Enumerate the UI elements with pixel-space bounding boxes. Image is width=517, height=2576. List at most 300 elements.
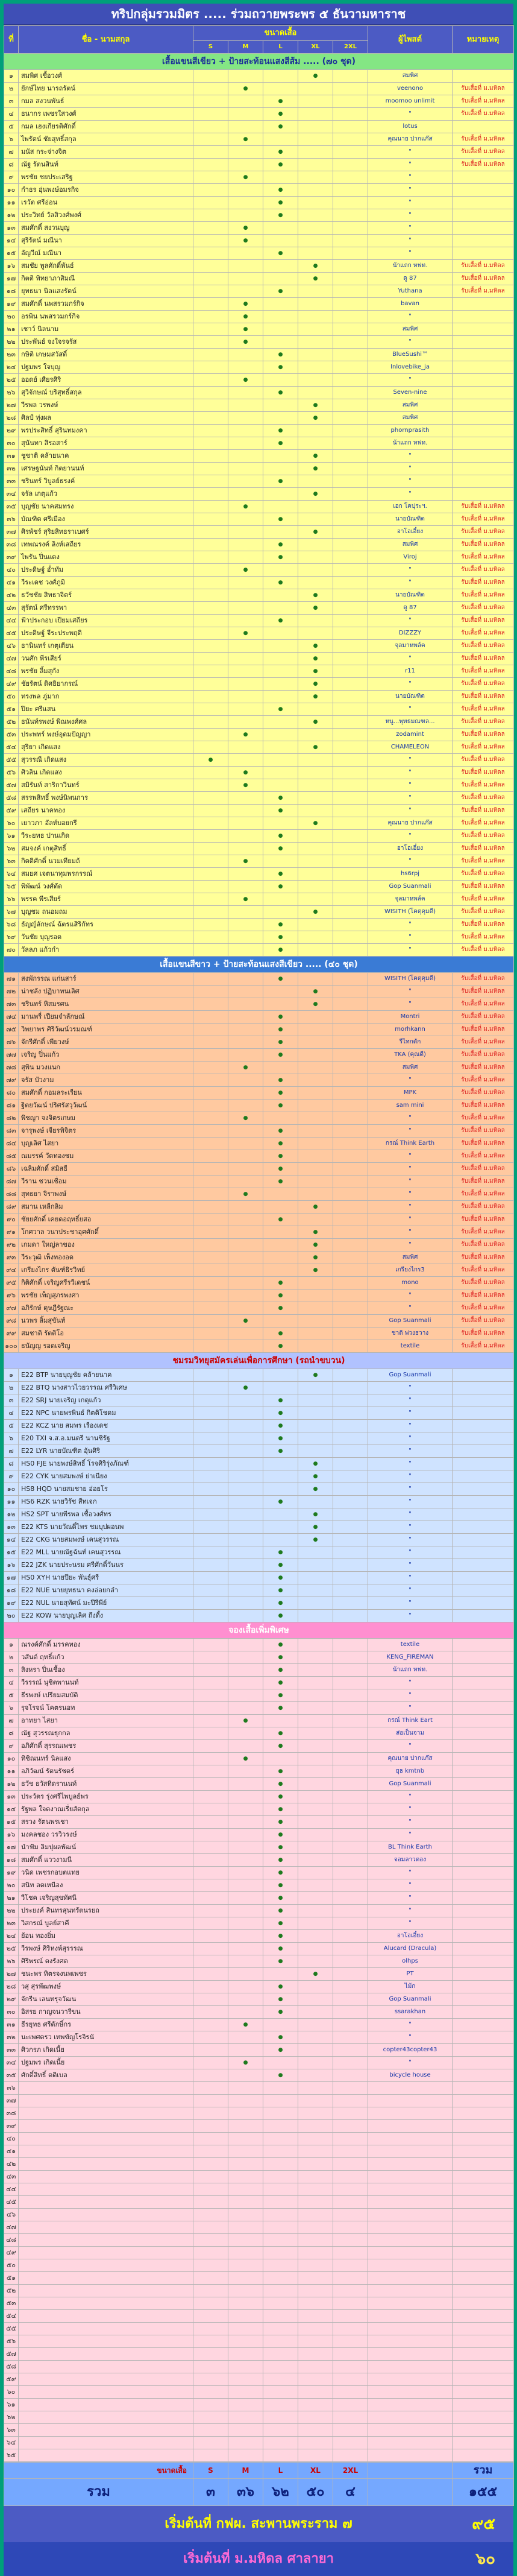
size-cell-l (263, 1651, 298, 1664)
size-mark: ● (278, 1819, 283, 1825)
size-cell-s (193, 1546, 228, 1559)
poster: " (368, 1420, 453, 1432)
size-cell-xl (298, 1290, 333, 1302)
row-number: ๘๘ (4, 1188, 19, 1201)
note: รับเสื้อที่ ม.มหิดล (453, 260, 514, 273)
empty-cell (263, 2348, 298, 2361)
size-mark: ● (313, 276, 318, 282)
empty-cell (453, 2133, 514, 2145)
table-row (4, 1664, 514, 1677)
row-number: ๒๒ (4, 1905, 19, 1917)
empty-cell (193, 2348, 228, 2361)
member-name: นวพร ลิ้มสุขันท์ (19, 1315, 193, 1328)
member-name: นำฟ้ม ลิมปุผลพัฒน์ (19, 1841, 193, 1854)
table-row (4, 2057, 514, 2069)
poster: " (368, 577, 453, 589)
size-cell-s (193, 602, 228, 615)
note: รับเสื้อที่ ม.มหิดล (453, 931, 514, 944)
size-cell-2xl (333, 184, 368, 197)
size-cell-s (193, 1930, 228, 1943)
size-mark: ● (278, 1549, 283, 1555)
empty-cell (19, 2107, 193, 2120)
member-name: พิพัฒน์ วงศ์ตัด (19, 881, 193, 893)
row-number: ๔๕ (4, 2196, 19, 2209)
row-number: ๒๗ (4, 399, 19, 412)
size-cell-m (228, 1572, 263, 1584)
section-label: เสื้อแขนสีเขียว + ป้ายสะท้อนแสงสีส้ม ..... (๗๐ ชุด) (4, 54, 514, 70)
size-cell-m (228, 998, 263, 1011)
size-cell-l (263, 1074, 298, 1087)
size-mark: ● (313, 1372, 318, 1378)
size-mark: ● (278, 1027, 283, 1033)
size-cell-m (228, 1407, 263, 1420)
row-number: ๖๓ (4, 855, 19, 868)
size-cell-l (263, 1981, 298, 1993)
poster: ไม้ก (368, 1981, 453, 1993)
size-cell-s (193, 754, 228, 767)
size-cell-l (263, 1087, 298, 1100)
poster: อาโอเอี๋ยง (368, 843, 453, 855)
empty-cell (263, 2411, 298, 2424)
size-cell-s (193, 1508, 228, 1521)
empty-cell (368, 2449, 453, 2462)
size-cell-l (263, 235, 298, 247)
table-row (4, 1432, 514, 1445)
empty-cell (228, 2310, 263, 2323)
size-cell-l (263, 463, 298, 475)
row-number: ๔๕ (4, 627, 19, 640)
row-number: ๕๓ (4, 2297, 19, 2310)
table-row (4, 1727, 514, 1740)
size-cell-m (228, 425, 263, 437)
row-number: ๖๒ (4, 843, 19, 855)
size-mark: ● (278, 542, 283, 548)
size-cell-2xl (333, 235, 368, 247)
table-row (4, 944, 514, 957)
section-header (4, 54, 514, 70)
poster: รีไทกดัก (368, 1036, 453, 1049)
size-cell-2xl (333, 1328, 368, 1340)
empty-cell (298, 2373, 333, 2386)
size-cell-2xl (333, 1829, 368, 1841)
poster: อาโอเอี๋ยง (368, 1930, 453, 1943)
note: รับเสื้อที่ ม.มหิดล (453, 1176, 514, 1188)
size-cell-m (228, 1125, 263, 1138)
table-row (4, 399, 514, 412)
note: รับเสื้อที่ ม.มหิดล (453, 986, 514, 998)
empty-cell (333, 2424, 368, 2437)
member-name: สงพักรรณ แก่นสาร์ (19, 973, 193, 986)
banner-start-2 (4, 2542, 513, 2576)
row-number: ๔๘ (4, 665, 19, 678)
row-number: ๒๑ (4, 1892, 19, 1905)
size-mark: ● (243, 174, 248, 180)
size-cell-s (193, 830, 228, 843)
poster: " (368, 1534, 453, 1546)
size-cell-s (193, 1188, 228, 1201)
empty-cell (453, 2361, 514, 2373)
poster: น้าแถก หฟท. (368, 260, 453, 273)
table-row (4, 1968, 514, 1981)
size-cell-xl (298, 1610, 333, 1622)
empty-cell (298, 2196, 333, 2209)
row-number: ๙๖ (4, 1290, 19, 1302)
member-name: ธานินทร์ เกตุเตียน (19, 640, 193, 653)
size-cell-2xl (333, 729, 368, 741)
empty-cell (19, 2095, 193, 2107)
note: รับเสื้อที่ ม.มหิดล (453, 1277, 514, 1290)
size-cell-l (263, 1727, 298, 1740)
row-number: ๕๒ (4, 716, 19, 729)
size-cell-m (228, 1930, 263, 1943)
size-cell-m (228, 1445, 263, 1458)
size-cell-s (193, 2019, 228, 2031)
row-number: ๖๗ (4, 906, 19, 919)
size-cell-xl (298, 754, 333, 767)
row-number: ๘๖ (4, 1163, 19, 1176)
table-row (4, 1829, 514, 1841)
size-cell-2xl (333, 2044, 368, 2057)
empty-cell (193, 2158, 228, 2171)
size-cell-l (263, 1854, 298, 1867)
table-row (4, 2399, 514, 2411)
empty-cell (298, 2145, 333, 2158)
size-cell-xl (298, 184, 333, 197)
empty-cell (193, 2373, 228, 2386)
note: รับเสื้อที่ ม.มหิดล (453, 551, 514, 564)
row-number: ๖ (4, 1702, 19, 1715)
empty-cell (453, 2399, 514, 2411)
table-row (4, 197, 514, 209)
size-cell-l (263, 298, 298, 311)
row-number: ๒๑ (4, 323, 19, 336)
note (453, 209, 514, 222)
size-cell-2xl (333, 1112, 368, 1125)
size-mark: ● (243, 1385, 248, 1391)
size-cell-xl (298, 539, 333, 551)
size-mark: ● (243, 1718, 248, 1724)
size-cell-l (263, 171, 298, 184)
size-cell-xl (298, 1677, 333, 1689)
note: รับเสื้อที่ ม.มหิดล (453, 754, 514, 767)
row-number: ๑๐๐ (4, 1340, 19, 1353)
empty-cell (333, 2209, 368, 2221)
empty-cell (333, 2373, 368, 2386)
size-cell-xl (298, 1458, 333, 1470)
size-cell-xl (298, 1382, 333, 1394)
size-cell-xl (298, 1968, 333, 1981)
member-name: ศิวกรภ เกิดเนี้ย (19, 2044, 193, 2057)
size-cell-s (193, 1483, 228, 1496)
table-row (4, 2411, 514, 2424)
table-row (4, 121, 514, 133)
size-cell-2xl (333, 311, 368, 323)
size-cell-xl (298, 881, 333, 893)
empty-cell (19, 2361, 193, 2373)
row-number: ๔ (4, 108, 19, 121)
size-cell-2xl (333, 615, 368, 627)
table-row (4, 209, 514, 222)
poster: " (368, 209, 453, 222)
size-cell-s (193, 640, 228, 653)
size-cell-xl (298, 868, 333, 881)
note (453, 1854, 514, 1867)
row-number: ๕๐ (4, 691, 19, 703)
size-cell-m (228, 1201, 263, 1214)
poster: " (368, 1458, 453, 1470)
size-cell-s (193, 1138, 228, 1150)
size-mark: ● (278, 1077, 283, 1083)
size-cell-xl (298, 577, 333, 589)
size-cell-s (193, 1176, 228, 1188)
size-cell-xl (298, 1892, 333, 1905)
member-name: ประวัตร รุ่งศรีไพบูลย์พร (19, 1791, 193, 1803)
size-mark: ● (313, 1267, 318, 1273)
empty-cell (263, 2259, 298, 2272)
size-cell-xl (298, 2069, 333, 2082)
member-name: อภิรักษ์ ดุษฎีรัฐณะ (19, 1302, 193, 1315)
member-name: สมิรันท์ สาริกาวินทร์ (19, 779, 193, 792)
size-cell-2xl (333, 1214, 368, 1226)
row-number: ๑๓ (4, 1521, 19, 1534)
poster: " (368, 1879, 453, 1892)
size-mark: ● (278, 1946, 283, 1952)
size-cell-s (193, 1841, 228, 1854)
table-row (4, 653, 514, 665)
table-row (4, 1791, 514, 1803)
row-number: ๘ (4, 159, 19, 171)
poster: Gop Suanmali (368, 1778, 453, 1791)
size-cell-m (228, 146, 263, 159)
table-row (4, 1803, 514, 1816)
size-cell-m (228, 855, 263, 868)
size-cell-s (193, 805, 228, 817)
empty-cell (228, 2449, 263, 2462)
size-cell-xl (298, 235, 333, 247)
size-cell-2xl (333, 298, 368, 311)
note (453, 2031, 514, 2044)
size-cell-2xl (333, 349, 368, 361)
size-mark: ● (313, 605, 318, 611)
empty-cell (368, 2082, 453, 2095)
size-cell-xl (298, 1328, 333, 1340)
row-number: ๕๖ (4, 767, 19, 779)
empty-cell (193, 2310, 228, 2323)
member-name: ธนากร เพชรใสวงศ์ (19, 108, 193, 121)
size-cell-2xl (333, 1534, 368, 1546)
size-cell-m (228, 1302, 263, 1315)
empty-cell (228, 2297, 263, 2310)
poster: " (368, 1917, 453, 1930)
empty-cell (228, 2247, 263, 2259)
row-number: ๓๘ (4, 539, 19, 551)
table-row (4, 1458, 514, 1470)
size-mark: ● (313, 1229, 318, 1235)
empty-cell (263, 2373, 298, 2386)
size-cell-l (263, 577, 298, 589)
table-row (4, 2044, 514, 2057)
size-cell-l (263, 1715, 298, 1727)
table-row (4, 2209, 514, 2221)
empty-cell (333, 2120, 368, 2133)
size-cell-s (193, 1905, 228, 1917)
size-cell-m (228, 830, 263, 843)
size-cell-l (263, 817, 298, 830)
size-cell-l (263, 1277, 298, 1290)
member-name: สมพิศ เชื้อวงศ์ (19, 70, 193, 83)
size-cell-2xl (333, 1252, 368, 1264)
size-mark: ● (278, 200, 283, 206)
poster: " (368, 1214, 453, 1226)
size-cell-l (263, 893, 298, 906)
empty-cell (263, 2145, 298, 2158)
member-name: สมจงค์ เกตุสิทธิ์ (19, 843, 193, 855)
empty-cell (263, 2209, 298, 2221)
table-row (4, 70, 514, 83)
poster: copter43copter43 (368, 2044, 453, 2057)
poster: " (368, 1702, 453, 1715)
size-cell-2xl (333, 1597, 368, 1610)
size-mark: ● (208, 757, 213, 763)
size-cell-xl (298, 1879, 333, 1892)
size-cell-xl (298, 779, 333, 792)
size-cell-m (228, 1163, 263, 1176)
row-number: ๖๐ (4, 817, 19, 830)
poster: น้าแถก หฟท. (368, 437, 453, 450)
size-mark: ● (278, 1730, 283, 1736)
section-header (4, 1353, 514, 1369)
member-name: ฟ้าประกอบ เปียมเสถียร (19, 615, 193, 627)
size-cell-m (228, 1993, 263, 2006)
empty-cell (368, 2411, 453, 2424)
poster: " (368, 1829, 453, 1841)
size-cell-s (193, 437, 228, 450)
poster: phornprasith (368, 425, 453, 437)
size-cell-s (193, 1420, 228, 1432)
poster: " (368, 1483, 453, 1496)
size-mark: ● (278, 1806, 283, 1812)
size-cell-s (193, 1163, 228, 1176)
member-name: บุญเลิศ ไสยา (19, 1138, 193, 1150)
table-row (4, 792, 514, 805)
empty-cell (368, 2373, 453, 2386)
size-cell-2xl (333, 1727, 368, 1740)
size-cell-l (263, 1905, 298, 1917)
poster: " (368, 1892, 453, 1905)
row-number: ๓๖ (4, 513, 19, 526)
poster: olhps (368, 1955, 453, 1968)
size-cell-m (228, 1150, 263, 1163)
row-number: ๖๒ (4, 2411, 19, 2424)
row-number: ๑๒ (4, 1508, 19, 1521)
table-row (4, 1765, 514, 1778)
row-number: ๖๔ (4, 868, 19, 881)
size-cell-s (193, 1778, 228, 1791)
row-number: ๙๔ (4, 1264, 19, 1277)
size-cell-2xl (333, 1176, 368, 1188)
member-name: ธีรพงษ์ เปรียมสมบัติ (19, 1689, 193, 1702)
row-number: ๕๒ (4, 2285, 19, 2297)
table-row (4, 2424, 514, 2437)
size-cell-l (263, 973, 298, 986)
row-number: ๔๖ (4, 640, 19, 653)
row-number: ๒๙ (4, 425, 19, 437)
size-cell-l (263, 729, 298, 741)
member-name: ยุทธนา นิลแสงรัตน์ (19, 285, 193, 298)
count-l: ๖๒ (263, 2479, 298, 2506)
member-name: ธวัชชัย สิทธาจิตร์ (19, 589, 193, 602)
empty-cell (263, 2171, 298, 2183)
size-cell-xl (298, 273, 333, 285)
empty-cell (228, 2386, 263, 2399)
member-name: มงคลชอง วรวิวรงษ์ (19, 1829, 193, 1841)
poster: TKA (คุณดี) (368, 1049, 453, 1062)
note: รับเสื้อที่ ม.มหิดล (453, 881, 514, 893)
empty-cell (263, 2247, 298, 2259)
size-cell-m (228, 83, 263, 95)
note: รับเสื้อที่ ม.มหิดล (453, 1087, 514, 1100)
size-cell-2xl (333, 399, 368, 412)
note: รับเสื้อที่ ม.มหิดล (453, 1138, 514, 1150)
size-cell-l (263, 653, 298, 665)
size-cell-m (228, 1496, 263, 1508)
table-row (4, 1214, 514, 1226)
size-cell-xl (298, 1201, 333, 1214)
note (453, 1584, 514, 1597)
size-cell-xl (298, 1496, 333, 1508)
size-cell-xl (298, 197, 333, 209)
table-row (4, 513, 514, 526)
size-cell-xl (298, 475, 333, 488)
size-cell-s (193, 678, 228, 691)
note (453, 1394, 514, 1407)
empty-cell (228, 2348, 263, 2361)
member-name: สมศักดิ์ สงวนบุญ (19, 222, 193, 235)
size-cell-2xl (333, 1651, 368, 1664)
row-number: ๓ (4, 1664, 19, 1677)
size-cell-s (193, 2006, 228, 2019)
empty-cell (368, 2386, 453, 2399)
table-row (4, 2361, 514, 2373)
row-number: ๓๖ (4, 2082, 19, 2095)
size-cell-xl (298, 665, 333, 678)
member-name: สุพิน มวงแนก (19, 1062, 193, 1074)
size-cell-xl (298, 1340, 333, 1353)
row-number: ๑ (4, 70, 19, 83)
member-name: กิตติศักดิ์ นวมเทียมถ้ (19, 855, 193, 868)
table-row (4, 1943, 514, 1955)
size-cell-m (228, 1394, 263, 1407)
size-cell-xl (298, 1074, 333, 1087)
size-cell-l (263, 1943, 298, 1955)
size-cell-m (228, 311, 263, 323)
size-cell-s (193, 779, 228, 792)
row-number: ๓๒ (4, 463, 19, 475)
poster: Gop Suanmali (368, 881, 453, 893)
poster: " (368, 779, 453, 792)
member-name: วีรรรณ์ นุชิตพานนท์ (19, 1677, 193, 1689)
row-number: ๘๑ (4, 1100, 19, 1112)
table-row (4, 805, 514, 817)
table-row (4, 577, 514, 589)
member-name: อัญวีณ์ มณีนา (19, 247, 193, 260)
size-cell-s (193, 1226, 228, 1239)
table-row (4, 2259, 514, 2272)
poster: BL Think Earth (368, 1841, 453, 1854)
size-cell-s (193, 2069, 228, 2082)
size-cell-xl (298, 108, 333, 121)
size-cell-xl (298, 2044, 333, 2057)
